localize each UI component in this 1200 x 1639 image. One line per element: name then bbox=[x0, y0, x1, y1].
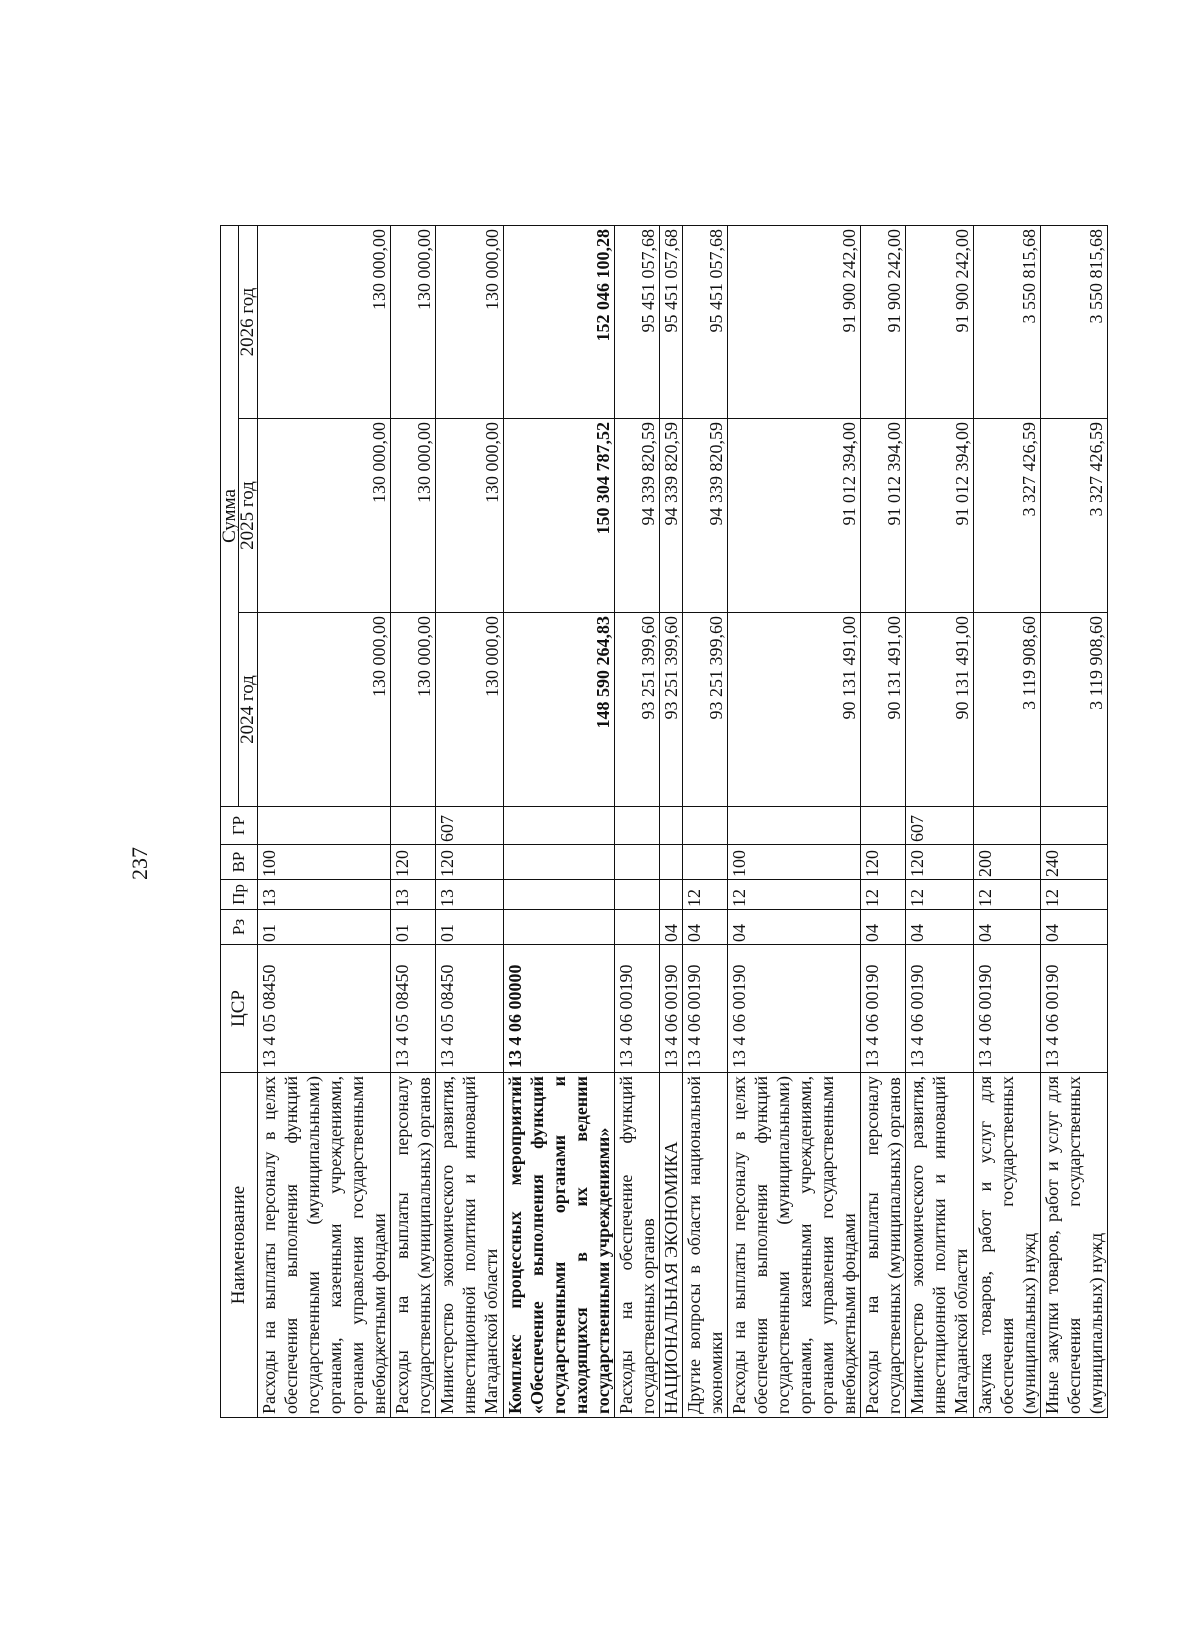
header-csr: ЦСР bbox=[221, 945, 258, 1073]
row-name-cell: НАЦИОНАЛЬНАЯ ЭКОНОМИКА bbox=[660, 1073, 683, 1418]
row-2026-cell: 3 550 815,68 bbox=[1041, 226, 1108, 419]
row-name-cell: Закупка товаров, работ и услуг для обеспечения государственных (муниципальных) нужд bbox=[974, 1073, 1041, 1418]
row-csr-cell: 13 4 06 00190 bbox=[906, 945, 974, 1073]
row-2024-cell: 90 131 491,00 bbox=[728, 613, 861, 807]
row-vr-cell: 120 bbox=[391, 845, 436, 880]
row-pr-cell: 13 bbox=[391, 880, 436, 910]
row-gr-cell: 607 bbox=[436, 807, 504, 845]
row-csr-cell: 13 4 06 00190 bbox=[683, 945, 728, 1073]
row-name-cell: Расходы на выплаты персоналу государственных (муниципальных) органов bbox=[861, 1073, 906, 1418]
row-gr-cell bbox=[660, 807, 683, 845]
row-vr-cell bbox=[615, 845, 660, 880]
row-2024-cell: 3 119 908,60 bbox=[974, 613, 1041, 807]
row-rz-cell: 04 bbox=[728, 910, 861, 945]
row-pr-cell bbox=[615, 880, 660, 910]
row-csr-cell: 13 4 06 00190 bbox=[974, 945, 1041, 1073]
row-csr-cell: 13 4 05 08450 bbox=[258, 945, 391, 1073]
table-row bbox=[974, 226, 1041, 1418]
row-vr-cell: 120 bbox=[861, 845, 906, 880]
row-2025-cell: 130 000,00 bbox=[436, 419, 504, 613]
row-csr-cell: 13 4 06 00190 bbox=[728, 945, 861, 1073]
row-rz-cell: 01 bbox=[258, 910, 391, 945]
row-2026-cell: 95 451 057,68 bbox=[615, 226, 660, 419]
row-2025-cell: 94 339 820,59 bbox=[683, 419, 728, 613]
row-2026-cell: 3 550 815,68 bbox=[974, 226, 1041, 419]
row-rz-cell: 04 bbox=[660, 910, 683, 945]
row-name-cell: Расходы на выплаты персоналу государственных (муниципальных) органов bbox=[391, 1073, 436, 1418]
row-pr-cell: 12 bbox=[974, 880, 1041, 910]
row-gr-cell bbox=[1041, 807, 1108, 845]
header-2026: 2026 год bbox=[239, 226, 258, 419]
row-rz-cell: 04 bbox=[906, 910, 974, 945]
row-2025-cell: 91 012 394,00 bbox=[728, 419, 861, 613]
row-vr-cell bbox=[660, 845, 683, 880]
table-row bbox=[436, 226, 504, 1418]
row-2026-cell: 91 900 242,00 bbox=[861, 226, 906, 419]
table-row bbox=[504, 226, 615, 1418]
row-2024-cell: 130 000,00 bbox=[258, 613, 391, 807]
row-2026-cell: 152 046 100,28 bbox=[504, 226, 615, 419]
table-row bbox=[391, 226, 436, 1418]
table-row bbox=[728, 226, 861, 1418]
header-rz: Рз bbox=[221, 910, 258, 945]
row-rz-cell: 04 bbox=[974, 910, 1041, 945]
row-csr-cell: 13 4 05 08450 bbox=[391, 945, 436, 1073]
row-csr-cell: 13 4 06 00000 bbox=[504, 945, 615, 1073]
row-pr-cell: 13 bbox=[258, 880, 391, 910]
header-name: Наименование bbox=[221, 1073, 258, 1418]
budget-table bbox=[220, 225, 1108, 1418]
row-2025-cell: 150 304 787,52 bbox=[504, 419, 615, 613]
row-2026-cell: 130 000,00 bbox=[436, 226, 504, 419]
row-name-cell: Иные закупки товаров, работ и услуг для обеспечения государственных (муниципальных) нужд bbox=[1041, 1073, 1108, 1418]
table-body bbox=[258, 226, 1108, 1418]
row-2024-cell: 130 000,00 bbox=[436, 613, 504, 807]
row-gr-cell bbox=[391, 807, 436, 845]
row-vr-cell bbox=[504, 845, 615, 880]
row-vr-cell: 100 bbox=[258, 845, 391, 880]
row-csr-cell: 13 4 06 00190 bbox=[660, 945, 683, 1073]
row-pr-cell bbox=[660, 880, 683, 910]
row-pr-cell: 12 bbox=[683, 880, 728, 910]
row-2025-cell: 130 000,00 bbox=[258, 419, 391, 613]
row-vr-cell: 100 bbox=[728, 845, 861, 880]
row-rz-cell: 04 bbox=[1041, 910, 1108, 945]
table-row bbox=[906, 226, 974, 1418]
row-vr-cell bbox=[683, 845, 728, 880]
row-2026-cell: 91 900 242,00 bbox=[728, 226, 861, 419]
row-2025-cell: 3 327 426,59 bbox=[974, 419, 1041, 613]
row-gr-cell: 607 bbox=[906, 807, 974, 845]
row-pr-cell: 12 bbox=[906, 880, 974, 910]
row-rz-cell bbox=[615, 910, 660, 945]
table-row bbox=[861, 226, 906, 1418]
row-2024-cell: 3 119 908,60 bbox=[1041, 613, 1108, 807]
row-2025-cell: 94 339 820,59 bbox=[615, 419, 660, 613]
row-csr-cell: 13 4 06 00190 bbox=[615, 945, 660, 1073]
row-rz-cell: 01 bbox=[436, 910, 504, 945]
row-name-cell: Министерство экономического развития, инвестиционной политики и инноваций Магаданской области bbox=[906, 1073, 974, 1418]
row-gr-cell bbox=[615, 807, 660, 845]
row-csr-cell: 13 4 05 08450 bbox=[436, 945, 504, 1073]
page-number: 237 bbox=[127, 847, 152, 880]
row-gr-cell bbox=[504, 807, 615, 845]
row-2025-cell: 3 327 426,59 bbox=[1041, 419, 1108, 613]
row-gr-cell bbox=[258, 807, 391, 845]
table-row bbox=[683, 226, 728, 1418]
row-rz-cell: 01 bbox=[391, 910, 436, 945]
row-2024-cell: 148 590 264,83 bbox=[504, 613, 615, 807]
row-2024-cell: 90 131 491,00 bbox=[906, 613, 974, 807]
row-pr-cell: 12 bbox=[728, 880, 861, 910]
table-row bbox=[660, 226, 683, 1418]
row-gr-cell bbox=[683, 807, 728, 845]
row-name-cell: Расходы на обеспечение функций государственных органов bbox=[615, 1073, 660, 1418]
row-vr-cell: 120 bbox=[436, 845, 504, 880]
row-csr-cell: 13 4 06 00190 bbox=[861, 945, 906, 1073]
row-pr-cell: 12 bbox=[861, 880, 906, 910]
row-2024-cell: 130 000,00 bbox=[391, 613, 436, 807]
row-2026-cell: 91 900 242,00 bbox=[906, 226, 974, 419]
row-gr-cell bbox=[861, 807, 906, 845]
header-2025: 2025 год bbox=[239, 419, 258, 613]
header-gr: ГР bbox=[221, 807, 258, 845]
row-rz-cell: 04 bbox=[861, 910, 906, 945]
row-vr-cell: 120 bbox=[906, 845, 974, 880]
row-pr-cell: 12 bbox=[1041, 880, 1108, 910]
row-pr-cell bbox=[504, 880, 615, 910]
rotated-table-container bbox=[219, 226, 1106, 1418]
row-2024-cell: 93 251 399,60 bbox=[660, 613, 683, 807]
row-vr-cell: 200 bbox=[974, 845, 1041, 880]
row-2024-cell: 93 251 399,60 bbox=[615, 613, 660, 807]
row-name-cell: Министерство экономического развития, инвестиционной политики и инноваций Магаданской области bbox=[436, 1073, 504, 1418]
row-2026-cell: 95 451 057,68 bbox=[660, 226, 683, 419]
row-name-cell: Расходы на выплаты персоналу в целях обеспечения выполнения функций государственными (муниципальными) органами, казенными учреждениями, органами управления государственными внебюджетными фондами bbox=[258, 1073, 391, 1418]
row-rz-cell bbox=[504, 910, 615, 945]
row-2025-cell: 130 000,00 bbox=[391, 419, 436, 613]
row-name-cell: Другие вопросы в области национальной экономики bbox=[683, 1073, 728, 1418]
row-gr-cell bbox=[728, 807, 861, 845]
table-row bbox=[1041, 226, 1108, 1418]
row-pr-cell: 13 bbox=[436, 880, 504, 910]
row-2025-cell: 94 339 820,59 bbox=[660, 419, 683, 613]
row-2025-cell: 91 012 394,00 bbox=[906, 419, 974, 613]
row-2025-cell: 91 012 394,00 bbox=[861, 419, 906, 613]
row-rz-cell: 04 bbox=[683, 910, 728, 945]
row-vr-cell: 240 bbox=[1041, 845, 1108, 880]
header-sum: Сумма bbox=[221, 226, 239, 807]
header-2024: 2024 год bbox=[239, 613, 258, 807]
header-pr: Пр bbox=[221, 880, 258, 910]
row-2026-cell: 130 000,00 bbox=[258, 226, 391, 419]
row-csr-cell: 13 4 06 00190 bbox=[1041, 945, 1108, 1073]
row-name-cell: Комплекс процессных мероприятий «Обеспечение выполнения функций государственными органами и находящихся в их ведении государственными учреждениями» bbox=[504, 1073, 615, 1418]
row-name-cell: Расходы на выплаты персоналу в целях обеспечения выполнения функций государственными (муниципальными) органами, казенными учреждениями, органами управления государственными внебюджетными фондами bbox=[728, 1073, 861, 1418]
row-2024-cell: 90 131 491,00 bbox=[861, 613, 906, 807]
table-row bbox=[258, 226, 391, 1418]
table-row bbox=[615, 226, 660, 1418]
row-2026-cell: 130 000,00 bbox=[391, 226, 436, 419]
row-2024-cell: 93 251 399,60 bbox=[683, 613, 728, 807]
row-gr-cell bbox=[974, 807, 1041, 845]
row-2026-cell: 95 451 057,68 bbox=[683, 226, 728, 419]
header-vr: ВР bbox=[221, 845, 258, 880]
